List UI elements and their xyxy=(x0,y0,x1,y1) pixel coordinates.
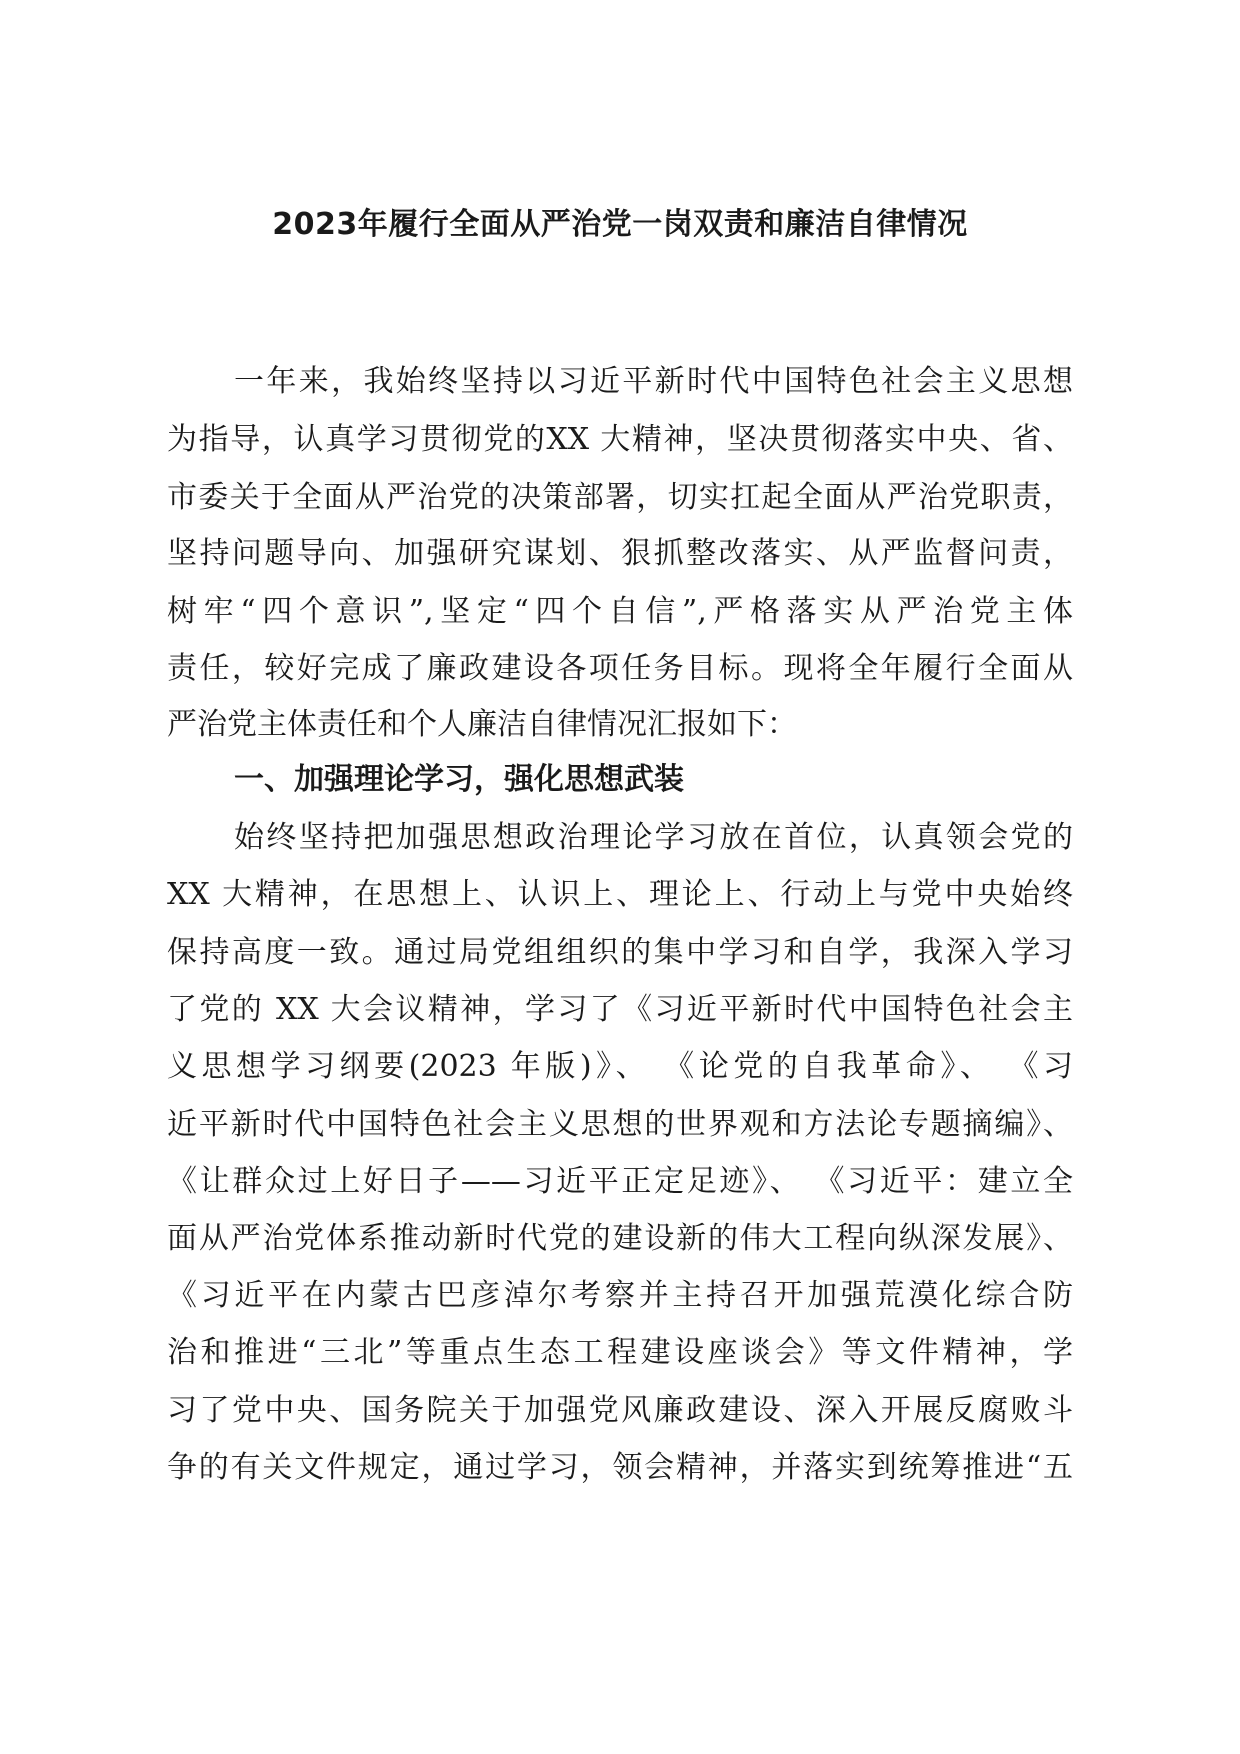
section-1-line-8: 面从严治党体系推动新时代党的建设新的伟大工程向纵深发展》、 xyxy=(167,1221,1073,1256)
intro-line-2: 为指导，认真学习贯彻党的XX 大精神，坚决贯彻落实中央、省、 xyxy=(167,422,1073,457)
section-1-line-9: 《习近平在内蒙古巴彦淖尔考察并主持召开加强荒漠化综合防 xyxy=(167,1278,1073,1313)
intro-line-6: 责任，较好完成了廉政建设各项任务目标。现将全年履行全面从 xyxy=(167,651,1073,686)
section-1-heading: 一、加强理论学习，强化思想武装 xyxy=(234,762,684,797)
section-1-line-11: 习了党中央、国务院关于加强党风廉政建设、深入开展反腐败斗 xyxy=(167,1393,1073,1428)
section-1-line-1: 始终坚持把加强思想政治理论学习放在首位，认真领会党的 xyxy=(234,820,1073,855)
section-1-line-12: 争的有关文件规定，通过学习，领会精神，并落实到统筹推进“五 xyxy=(167,1450,1073,1485)
intro-line-5: 树牢“四个意识”,坚定“四个自信”,严格落实从严治党主体 xyxy=(167,594,1073,629)
section-1-line-6: 近平新时代中国特色社会主义思想的世界观和方法论专题摘编》、 xyxy=(167,1107,1073,1142)
intro-line-1: 一年来，我始终坚持以习近平新时代中国特色社会主义思想 xyxy=(234,364,1073,399)
section-1-line-10: 治和推进“三北”等重点生态工程建设座谈会》等文件精神，学 xyxy=(167,1335,1073,1370)
intro-line-3: 市委关于全面从严治党的决策部署，切实扛起全面从严治党职责， xyxy=(167,480,1073,515)
section-1-line-3: 保持高度一致。通过局党组组织的集中学习和自学，我深入学习 xyxy=(167,935,1073,970)
section-1-line-2: XX 大精神，在思想上、认识上、理论上、行动上与党中央始终 xyxy=(167,877,1073,912)
section-1-line-4: 了党的 XX 大会议精神，学习了《习近平新时代中国特色社会主 xyxy=(167,992,1073,1027)
intro-line-4: 坚持问题导向、加强研究谋划、狠抓整改落实、从严监督问责， xyxy=(167,536,1073,571)
section-1-line-5: 义思想学习纲要(2023 年版)》、 《论党的自我革命》、 《习 xyxy=(167,1049,1073,1084)
section-1-line-7: 《让群众过上好日子——习近平正定足迹》、 《习近平：建立全 xyxy=(167,1164,1073,1199)
intro-line-7: 严治党主体责任和个人廉洁自律情况汇报如下： xyxy=(167,707,797,742)
document-title: 2023年履行全面从严治党一岗双责和廉洁自律情况 xyxy=(272,207,968,242)
